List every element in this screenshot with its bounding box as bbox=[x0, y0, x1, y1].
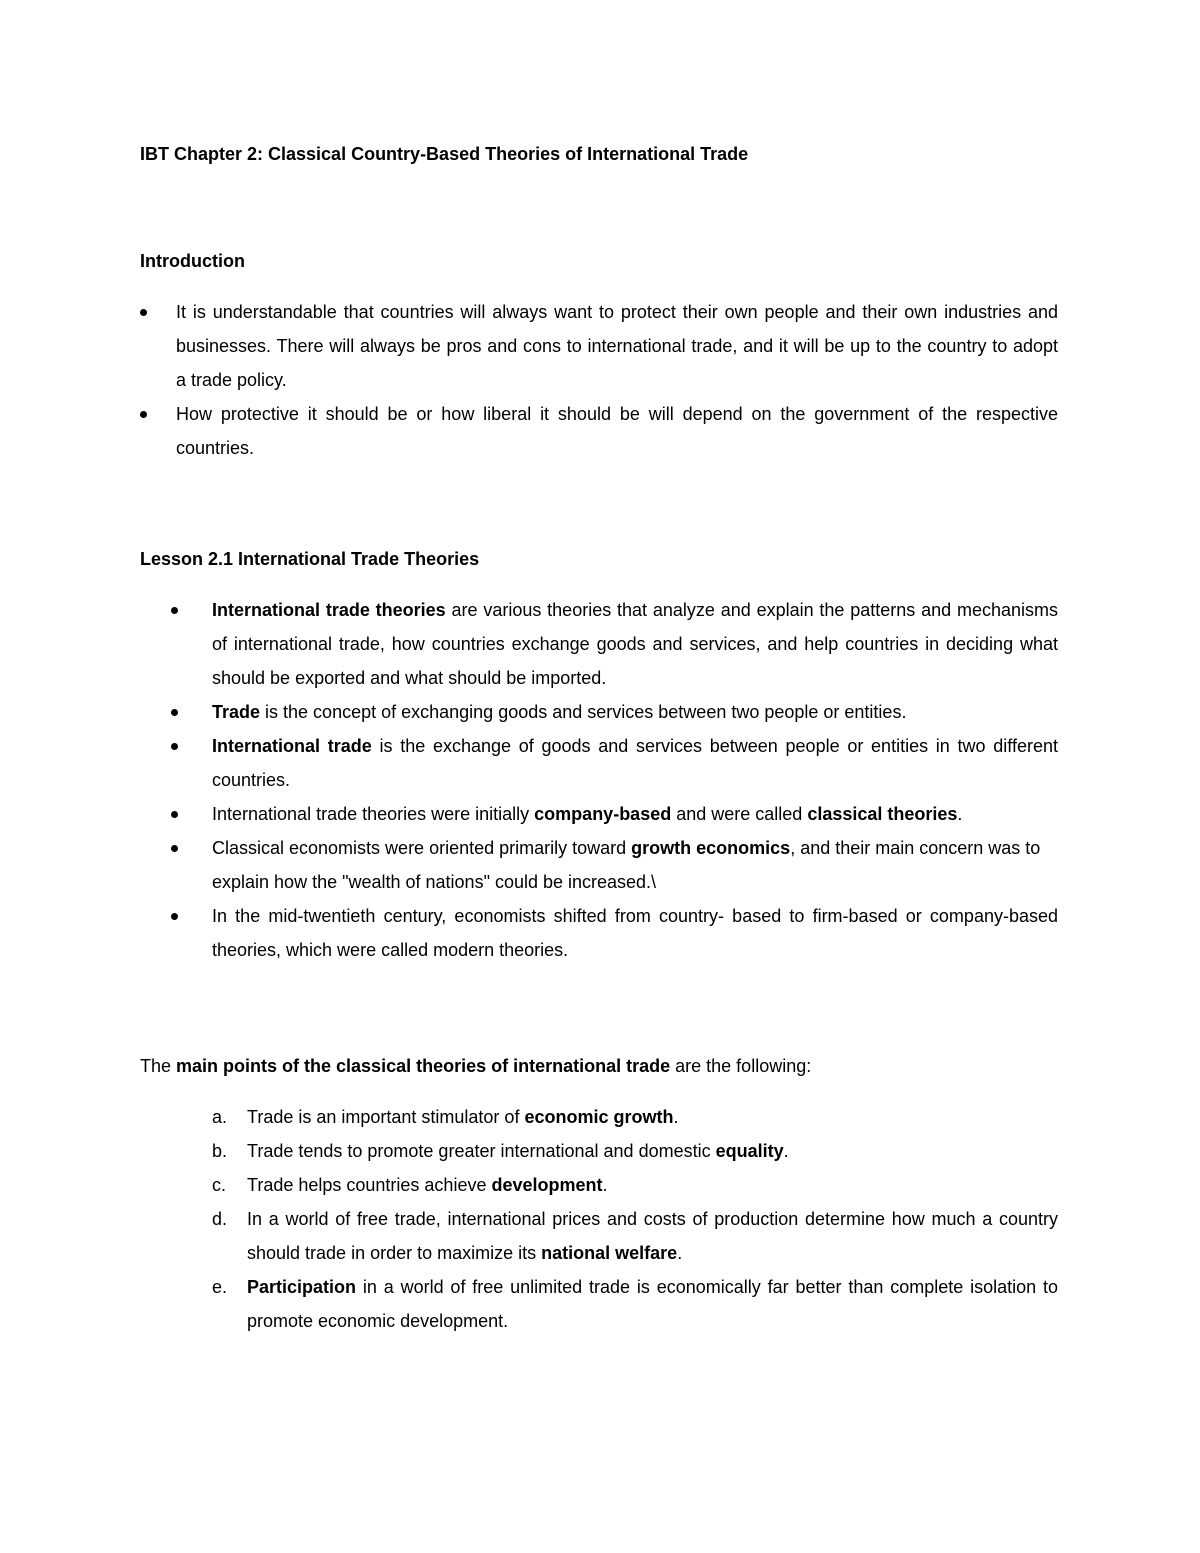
definition: is the concept of exchanging goods and services between two people or entities. bbox=[260, 702, 907, 722]
definition: are various theories that analyze and explain the patterns and mechanisms of international trade, how countries exchange goods and services, and help countries in deciding what should be exported and what should be imported. bbox=[212, 600, 1058, 688]
list-marker: e. bbox=[212, 1277, 228, 1297]
text-segment: are the following: bbox=[670, 1056, 812, 1076]
emphasis: Participation bbox=[247, 1277, 357, 1297]
text-segment: In a world of free trade, international prices and costs of production determine how much a country should trade in order to maximize its bbox=[247, 1209, 1058, 1263]
lesson-heading: Lesson 2.1 International Trade Theories bbox=[140, 549, 480, 569]
term: International trade theories bbox=[212, 600, 446, 620]
list-item bbox=[140, 797, 1058, 831]
bullet-icon bbox=[171, 709, 178, 716]
emphasis: national welfare bbox=[541, 1243, 678, 1263]
text-segment: International trade theories were initially bbox=[212, 804, 535, 824]
list-item bbox=[140, 1270, 1058, 1338]
text-segment: The bbox=[140, 1056, 177, 1076]
list-marker: a. bbox=[212, 1107, 228, 1127]
definition: is the exchange of goods and services between people or entities in two different countries. bbox=[212, 736, 1058, 790]
list-item bbox=[140, 1202, 1058, 1270]
main-points-section bbox=[140, 1049, 1058, 1338]
text-segment: in a world of free unlimited trade is economically far better than complete isolation to promote economic development. bbox=[247, 1277, 1058, 1331]
lesson-list bbox=[140, 593, 1058, 967]
list-item bbox=[140, 729, 1058, 797]
lesson-section bbox=[140, 547, 1058, 967]
text-segment: Trade is an important stimulator of bbox=[247, 1107, 525, 1127]
emphasis: equality bbox=[715, 1141, 784, 1161]
bullet-icon bbox=[140, 309, 147, 316]
emphasis: development bbox=[491, 1175, 603, 1195]
text-segment: In the mid-twentieth century, economists shifted from country- based to firm-based or company-based theories, which were called modern theories. bbox=[212, 906, 1058, 960]
emphasis: company-based bbox=[534, 804, 672, 824]
term: Trade bbox=[212, 702, 261, 722]
list-marker: c. bbox=[212, 1175, 227, 1195]
list-item bbox=[140, 295, 1058, 397]
list-item-text: It is understandable that countries will always want to protect their own people and their own industries and businesses. There will always be pros and cons to international trade, and it will be up to the country to adopt a trade policy. bbox=[176, 302, 1058, 390]
list-item-text: How protective it should be or how liberal it should be will depend on the government of the respective countries. bbox=[176, 404, 1058, 458]
list-item bbox=[140, 831, 1058, 899]
text-segment: , and their main concern was to explain how the "wealth of nations" could be increased.\ bbox=[212, 838, 1041, 892]
text-segment: Trade helps countries achieve bbox=[247, 1175, 492, 1195]
introduction-section bbox=[140, 249, 1058, 465]
text-segment: Trade tends to promote greater international and domestic bbox=[247, 1141, 716, 1161]
text-segment: . bbox=[783, 1141, 789, 1161]
bullet-icon bbox=[171, 913, 178, 920]
page-title: IBT Chapter 2: Classical Country-Based Theories of International Trade bbox=[140, 144, 749, 164]
text-segment: and were called bbox=[671, 804, 808, 824]
text-segment: . bbox=[602, 1175, 608, 1195]
bullet-icon bbox=[171, 845, 178, 852]
list-item bbox=[140, 695, 1058, 729]
list-marker: b. bbox=[212, 1141, 228, 1161]
emphasis: classical theories bbox=[807, 804, 958, 824]
introduction-list bbox=[140, 295, 1058, 465]
list-item bbox=[140, 593, 1058, 695]
term: International trade bbox=[212, 736, 372, 756]
emphasis: growth economics bbox=[631, 838, 791, 858]
emphasis: main points of the classical theories of international trade bbox=[176, 1056, 671, 1076]
list-marker: d. bbox=[212, 1209, 228, 1229]
list-item bbox=[140, 899, 1058, 967]
main-points-intro bbox=[140, 1049, 1058, 1083]
text-segment: Classical economists were oriented primarily toward bbox=[212, 838, 632, 858]
introduction-heading: Introduction bbox=[140, 251, 245, 271]
text-segment: . bbox=[673, 1107, 679, 1127]
bullet-icon bbox=[171, 811, 178, 818]
list-item bbox=[140, 1100, 1058, 1134]
list-item bbox=[140, 397, 1058, 465]
title-block bbox=[140, 142, 1058, 166]
list-item bbox=[140, 1168, 1058, 1202]
text-segment: . bbox=[677, 1243, 683, 1263]
bullet-icon bbox=[171, 607, 178, 614]
list-item bbox=[140, 1134, 1058, 1168]
main-points-list bbox=[140, 1100, 1058, 1338]
emphasis: economic growth bbox=[524, 1107, 674, 1127]
bullet-icon bbox=[171, 743, 178, 750]
bullet-icon bbox=[140, 411, 147, 418]
text-segment: . bbox=[957, 804, 963, 824]
